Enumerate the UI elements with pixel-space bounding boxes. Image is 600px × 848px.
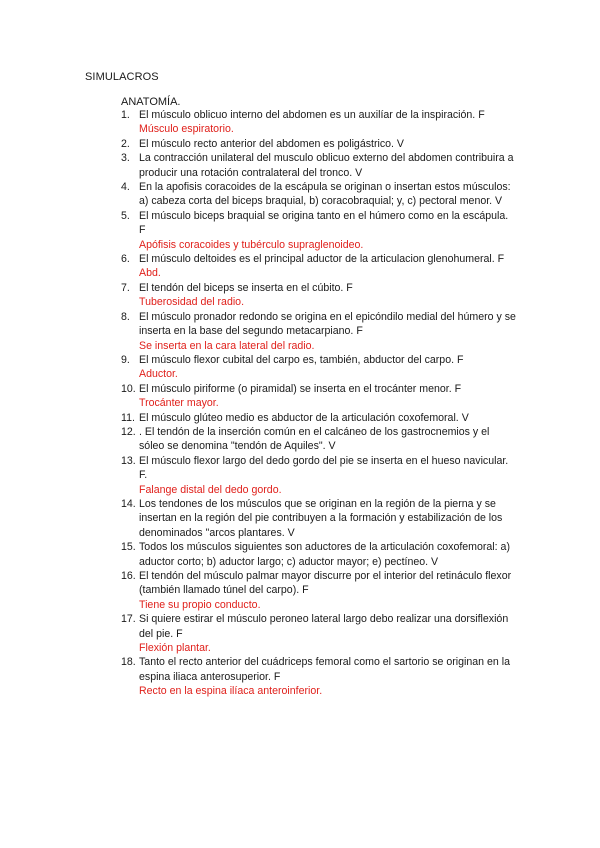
answer-correction: Tiene su propio conducto. — [139, 598, 261, 611]
document-title: SIMULACROS — [85, 71, 159, 83]
question-number: 4. — [121, 181, 130, 194]
question-text: La contracción unilateral del musculo oblicuo externo del abdomen contribuira a producir una rotación contralateral del tronco. V — [139, 152, 514, 179]
answer-correction: Abd. — [139, 267, 161, 280]
question-item — [121, 454, 516, 497]
question-text: El músculo piriforme (o piramidal) se inserta en el trocánter menor. F — [139, 382, 462, 395]
question-number: 9. — [121, 353, 130, 366]
question-item — [121, 540, 516, 569]
question-number: 5. — [121, 209, 130, 222]
question-number: 13. — [121, 454, 136, 467]
question-text: En la apofisis coracoides de la escápula se originan o insertan estos músculos: a) cabeza corta del biceps braquial, b) coracobraquial; y, c) pectoral menor. V — [139, 181, 511, 208]
question-item — [121, 151, 516, 180]
question-item — [121, 425, 516, 454]
question-text: El músculo pronador redondo se origina en el epicóndilo medial del húmero y se inserta en la base del segundo metacarpiano. F — [139, 310, 516, 338]
question-list — [121, 108, 516, 699]
question-text: El músculo recto anterior del abdomen es poligástrico. V — [139, 137, 404, 150]
answer-correction: Trocánter mayor. — [139, 397, 219, 410]
question-item — [121, 497, 516, 540]
question-text: El tendón del biceps se inserta en el cúbito. F — [139, 281, 353, 294]
question-number: 10. — [121, 382, 136, 395]
question-number: 3. — [121, 152, 130, 165]
question-number: 8. — [121, 310, 130, 323]
question-text: Los tendones de los músculos que se originan en la región de la pierna y se insertan en la región del pie contribuyen a la formación y estabilización de los denominados "arcos plantares. V — [139, 497, 503, 539]
question-number: 2. — [121, 137, 130, 150]
answer-correction: Apófisis coracoides y tubérculo supraglenoideo. — [139, 238, 364, 251]
question-item — [121, 108, 516, 137]
question-text: El tendón del músculo palmar mayor discurre por el interior del retináculo flexor (también llamado túnel del carpo). F — [139, 570, 512, 597]
question-number: 11. — [121, 411, 135, 424]
question-text: Si quiere estirar el músculo peroneo lateral largo debo realizar una dorsiflexión del pie. F — [139, 613, 509, 640]
question-item — [121, 569, 516, 612]
question-number: 6. — [121, 253, 130, 266]
question-item — [121, 655, 516, 698]
question-text: El músculo flexor cubital del carpo es, también, abductor del carpo. F — [139, 353, 464, 366]
question-number: 15. — [121, 541, 136, 554]
question-item — [121, 382, 516, 411]
answer-correction: Tuberosidad del radio. — [139, 296, 245, 309]
question-number: 7. — [121, 281, 130, 294]
question-item — [121, 180, 516, 209]
question-item — [121, 612, 516, 655]
question-item — [121, 137, 516, 151]
answer-correction: Músculo espiratorio. — [139, 123, 234, 136]
question-text: El músculo oblicuo interno del abdomen es un auxilíar de la inspiración. F — [139, 109, 485, 121]
question-text: El músculo biceps braquial se origina tanto en el húmero como en la escápula. F — [139, 209, 509, 237]
question-item — [121, 411, 516, 425]
question-item — [121, 252, 516, 281]
question-text: Todos los músculos siguientes son aductores de la articulación coxofemoral: a) aductor corto; b) aductor largo; c) aductor mayor; e) pectíneo. V — [139, 541, 510, 568]
question-number: 16. — [121, 570, 136, 582]
answer-correction: Aductor. — [139, 368, 178, 381]
question-text: El músculo flexor largo del dedo gordo del pie se inserta en el hueso navicular. F. — [139, 454, 509, 482]
answer-correction: Se inserta en la cara lateral del radio. — [139, 339, 315, 352]
section-title: ANATOMÍA. — [121, 96, 181, 108]
question-text: Tanto el recto anterior del cuádriceps femoral como el sartorio se originan en la espina iliaca anterosuperior. F — [139, 656, 510, 683]
question-item — [121, 281, 516, 310]
question-item — [121, 209, 516, 252]
question-number: 1. — [121, 109, 130, 121]
question-number: 12. — [121, 425, 136, 438]
question-text: El músculo glúteo medio es abductor de la articulación coxofemoral. V — [139, 411, 469, 424]
answer-correction: Falange distal del dedo gordo. — [139, 483, 282, 496]
question-number: 14. — [121, 497, 136, 510]
question-number: 18. — [121, 656, 136, 669]
question-number: 17. — [121, 613, 136, 626]
question-text: El músculo deltoides es el principal aductor de la articulacion glenohumeral. F — [139, 253, 505, 266]
question-text: . El tendón de la inserción común en el calcáneo de los gastrocnemios y el sóleo se denomina "tendón de Aquiles". V — [139, 425, 490, 453]
question-item — [121, 353, 516, 382]
answer-correction: Flexión plantar. — [139, 642, 211, 655]
answer-correction: Recto en la espina ilíaca anteroinferior. — [139, 685, 323, 698]
question-item — [121, 310, 516, 353]
